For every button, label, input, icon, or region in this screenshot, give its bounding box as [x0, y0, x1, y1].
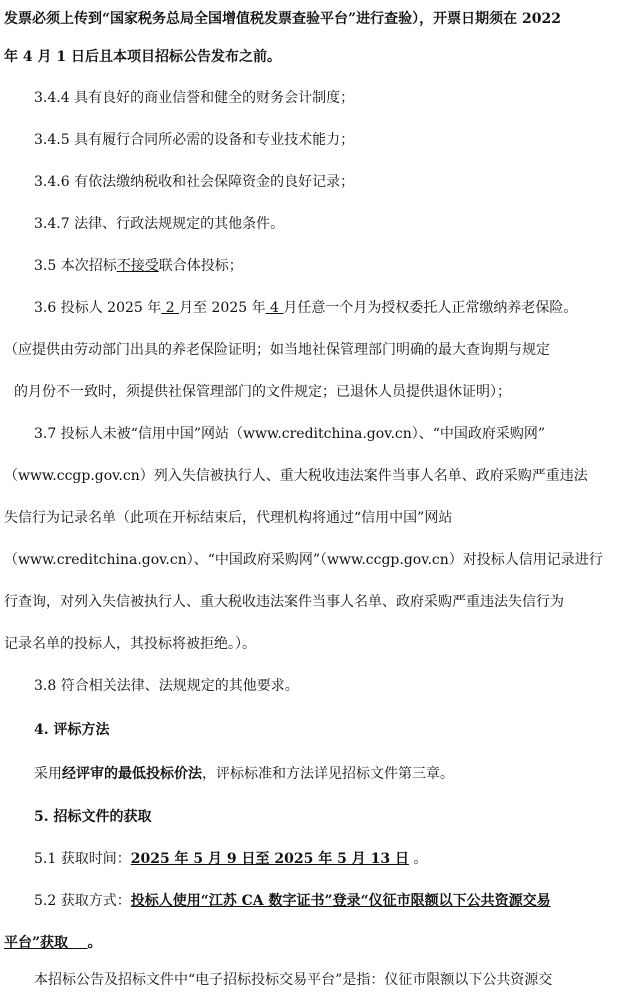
text-line: 3.4.6 有依法缴纳税收和社会保障资金的良好记录； [34, 174, 355, 190]
text-line: 3.7 投标人未被“信用中国”网站（www.creditchina.gov.cn）、“中国政府采购网” [34, 426, 546, 442]
text-line: （应提供由劳动部门出具的养老保险证明；如当地社保管理部门明确的最大查询期与规定 [4, 342, 550, 358]
text-line: 失信行为记录名单（此项在开标结束后，代理机构将通过“信用中国”网站 [4, 510, 453, 526]
underlined-text: 投标人使用“江苏 CA 数字证书”登录“仪征市限额以下公共资源交易 [130, 893, 551, 909]
underlined-date-range: 2025 年 5 月 9 日至 2025 年 5 月 13 日 [130, 851, 409, 867]
section-heading: 5. 招标文件的获取 [34, 809, 152, 825]
text-line: 3.8 符合相关法律、法规规定的其他要求。 [34, 678, 299, 694]
text-line: 5.2 获取方式：投标人使用“江苏 CA 数字证书”登录“仪征市限额以下公共资源交易 [34, 893, 551, 909]
text-line: （www.ccgp.gov.cn）列入失信被执行人、重大税收违法案件当事人名单、政府采购严重违法 [4, 468, 588, 484]
text-line: 3.4.7 法律、行政法规规定的其他条件。 [34, 216, 285, 232]
text-line: 采用经评审的最低投标价法，评标标准和方法详见招标文件第三章。 [34, 766, 454, 782]
text-line: 行查询，对列入失信被执行人、重大税收违法案件当事人名单、政府采购严重违法失信行为 [4, 594, 564, 610]
underlined-text: 4 [265, 300, 284, 316]
bold-text: 经评审的最低投标价法 [62, 766, 202, 782]
underlined-text: 不接受 [116, 258, 159, 274]
text-line: （www.creditchina.gov.cn）、“中国政府采购网”（www.ccgp.gov.cn）对投标人信用记录进行 [4, 552, 603, 568]
text-line: 3.4.5 具有履行合同所必需的设备和专业技术能力； [34, 132, 355, 148]
underlined-text: 平台”获取 [4, 935, 88, 951]
section-heading: 4. 评标方法 [34, 722, 110, 738]
underlined-text: 2 [161, 300, 180, 316]
text-line: 的月份不一致时，须提供社保管理部门的文件规定；已退休人员提供退休证明）； [14, 384, 511, 400]
text-line: 平台”获取 。 [4, 935, 102, 951]
text-line: 记录名单的投标人，其投标将被拒绝。）。 [4, 636, 256, 652]
text-line: 本招标公告及招标文件中“电子招标投标交易平台”是指：仪征市限额以下公共资源交 [34, 972, 553, 988]
text-line: 年 4 月 1 日后且本项目招标公告发布之前。 [4, 49, 281, 65]
text-line: 3.5 本次招标不接受联合体投标； [34, 258, 243, 274]
text-line: 发票必须上传到“国家税务总局全国增值税发票查验平台”进行查验），开票日期须在 2022 [4, 11, 561, 27]
text-line: 3.6 投标人 2025 年 2 月至 2025 年 4 月任意一个月为授权委托人正常缴纳养老保险。 [34, 300, 578, 316]
text-line: 5.1 获取时间：2025 年 5 月 9 日至 2025 年 5 月 13 日 。 [34, 851, 428, 867]
text-line: 3.4.4 具有良好的商业信誉和健全的财务会计制度； [34, 90, 355, 106]
